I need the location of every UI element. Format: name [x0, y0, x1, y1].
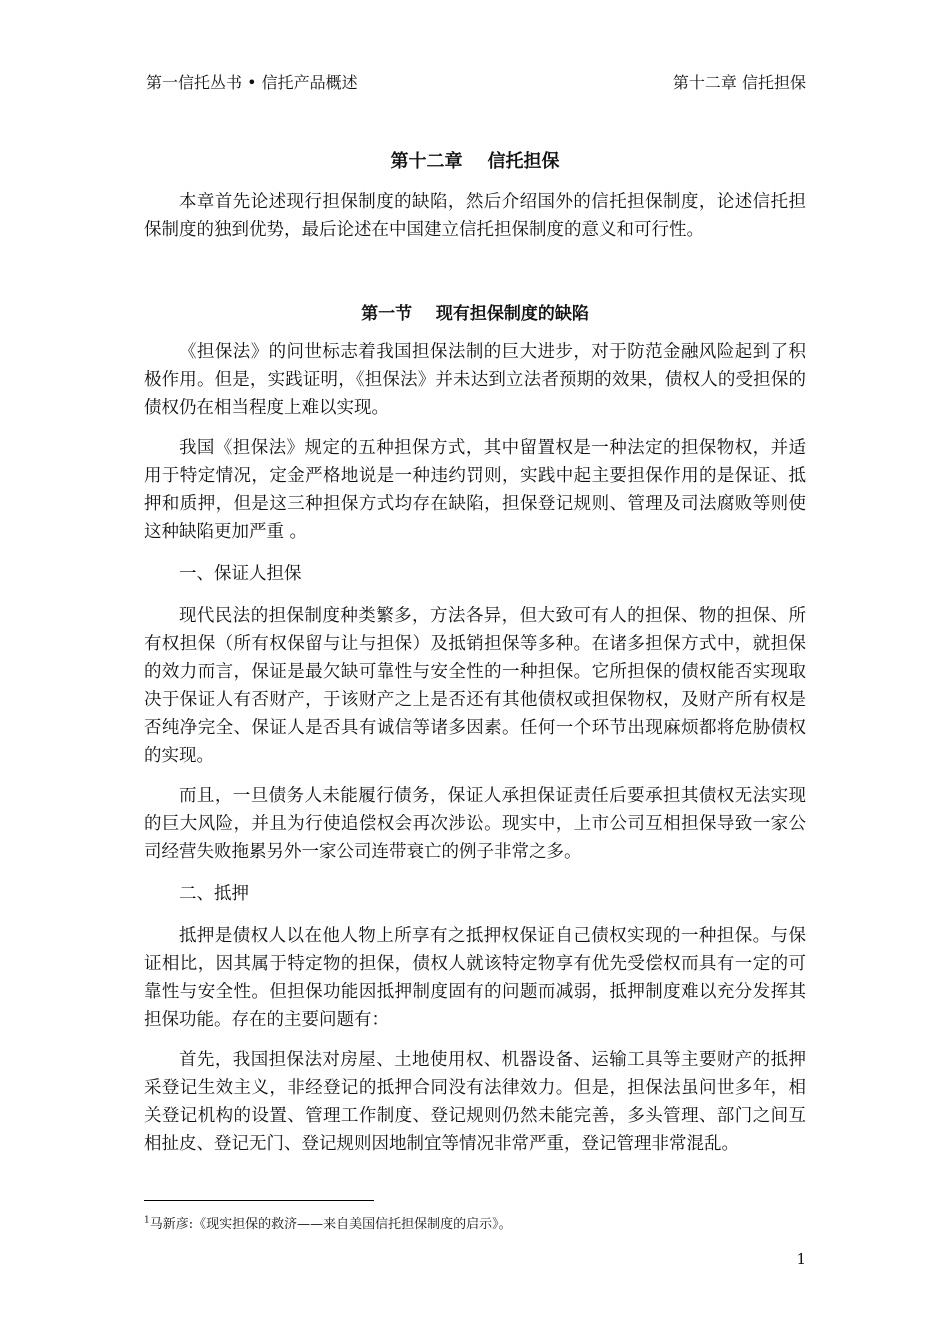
footnote-divider — [144, 1200, 374, 1201]
footnote-mark: 1 — [144, 1215, 150, 1226]
paragraph: 《担保法》的问世标志着我国担保法制的巨大进步，对于防范金融风险起到了积极作用。但是，实践证明，《担保法》并未达到立法者预期的效果，债权人的受担保的债权仍在相当程度上难以实现。 — [144, 342, 806, 418]
paragraph: 抵押是债权人以在他人物上所享有之抵押权保证自己债权实现的一种担保。与保证相比，因其属于特定物的担保，债权人就该特定物享有优先受偿权而具有一定的可靠性与安全性。但担保功能因抵押制度固有的问题而减弱，抵押制度难以充分发挥其担保功能。存在的主要问题有： — [144, 926, 806, 1030]
running-header-right: 第十二章 信托担保 — [672, 73, 806, 92]
subsection-heading: 二、抵押 — [179, 884, 249, 904]
page-body — [144, 148, 806, 1158]
paragraph: 而且，一旦债务人未能履行债务，保证人承担保证责任后要承担其债权无法实现的巨大风险，并且为行使追偿权会再次涉讼。现实中，上市公司互相担保导致一家公司经营失败拖累另外一家公司连带衰亡的例子非常之多。 — [144, 786, 806, 862]
chapter-title: 第十二章 信托担保 — [390, 151, 560, 172]
section-title: 第一节 现有担保制度的缺陷 — [361, 304, 589, 324]
paragraph: 首先，我国担保法对房屋、土地使用权、机器设备、运输工具等主要财产的抵押采登记生效主义，非经登记的抵押合同没有法律效力。但是，担保法虽问世多年，相关登记机构的设置、管理工作制度、登记规则仍然未能完善，多头管理、部门之间互相扯皮、登记无门、登记规则因地制宜等情况非常严重，登记管理非常混乱。 — [144, 1050, 806, 1154]
footnote-text: 马新彦:《现实担保的救济——来自美国信托担保制度的启示》。 — [149, 1217, 512, 1232]
footnote — [144, 1213, 512, 1232]
running-header-left: 第一信托丛书 • 信托产品概述 — [146, 73, 358, 92]
intro-paragraph: 本章首先论述现行担保制度的缺陷，然后介绍国外的信托担保制度，论述信托担保制度的独到优势，最后论述在中国建立信托担保制度的意义和可行性。 — [144, 192, 806, 240]
page-number: 1 — [796, 1250, 806, 1268]
subsection-heading: 一、保证人担保 — [179, 564, 302, 584]
paragraph: 现代民法的担保制度种类繁多，方法各异，但大致可有人的担保、物的担保、所有权担保（所有权保留与让与担保）及抵销担保等多种。在诸多担保方式中，就担保的效力而言，保证是最欠缺可靠性与安全性的一种担保。它所担保的债权能否实现取决于保证人有否财产，于该财产之上是否还有其他债权或担保物权，及财产所有权是否纯净完全、保证人是否具有诚信等诸多因素。任何一个环节出现麻烦都将危胁债权的实现。 — [144, 606, 806, 766]
paragraph: 我国《担保法》规定的五种担保方式，其中留置权是一种法定的担保物权，并适用于特定情况，定金严格地说是一种违约罚则，实践中起主要担保作用的是保证、抵押和质押，但是这三种担保方式均存在缺陷，担保登记规则、管理及司法腐败等则使这种缺陷更加严重 。 — [144, 438, 806, 542]
